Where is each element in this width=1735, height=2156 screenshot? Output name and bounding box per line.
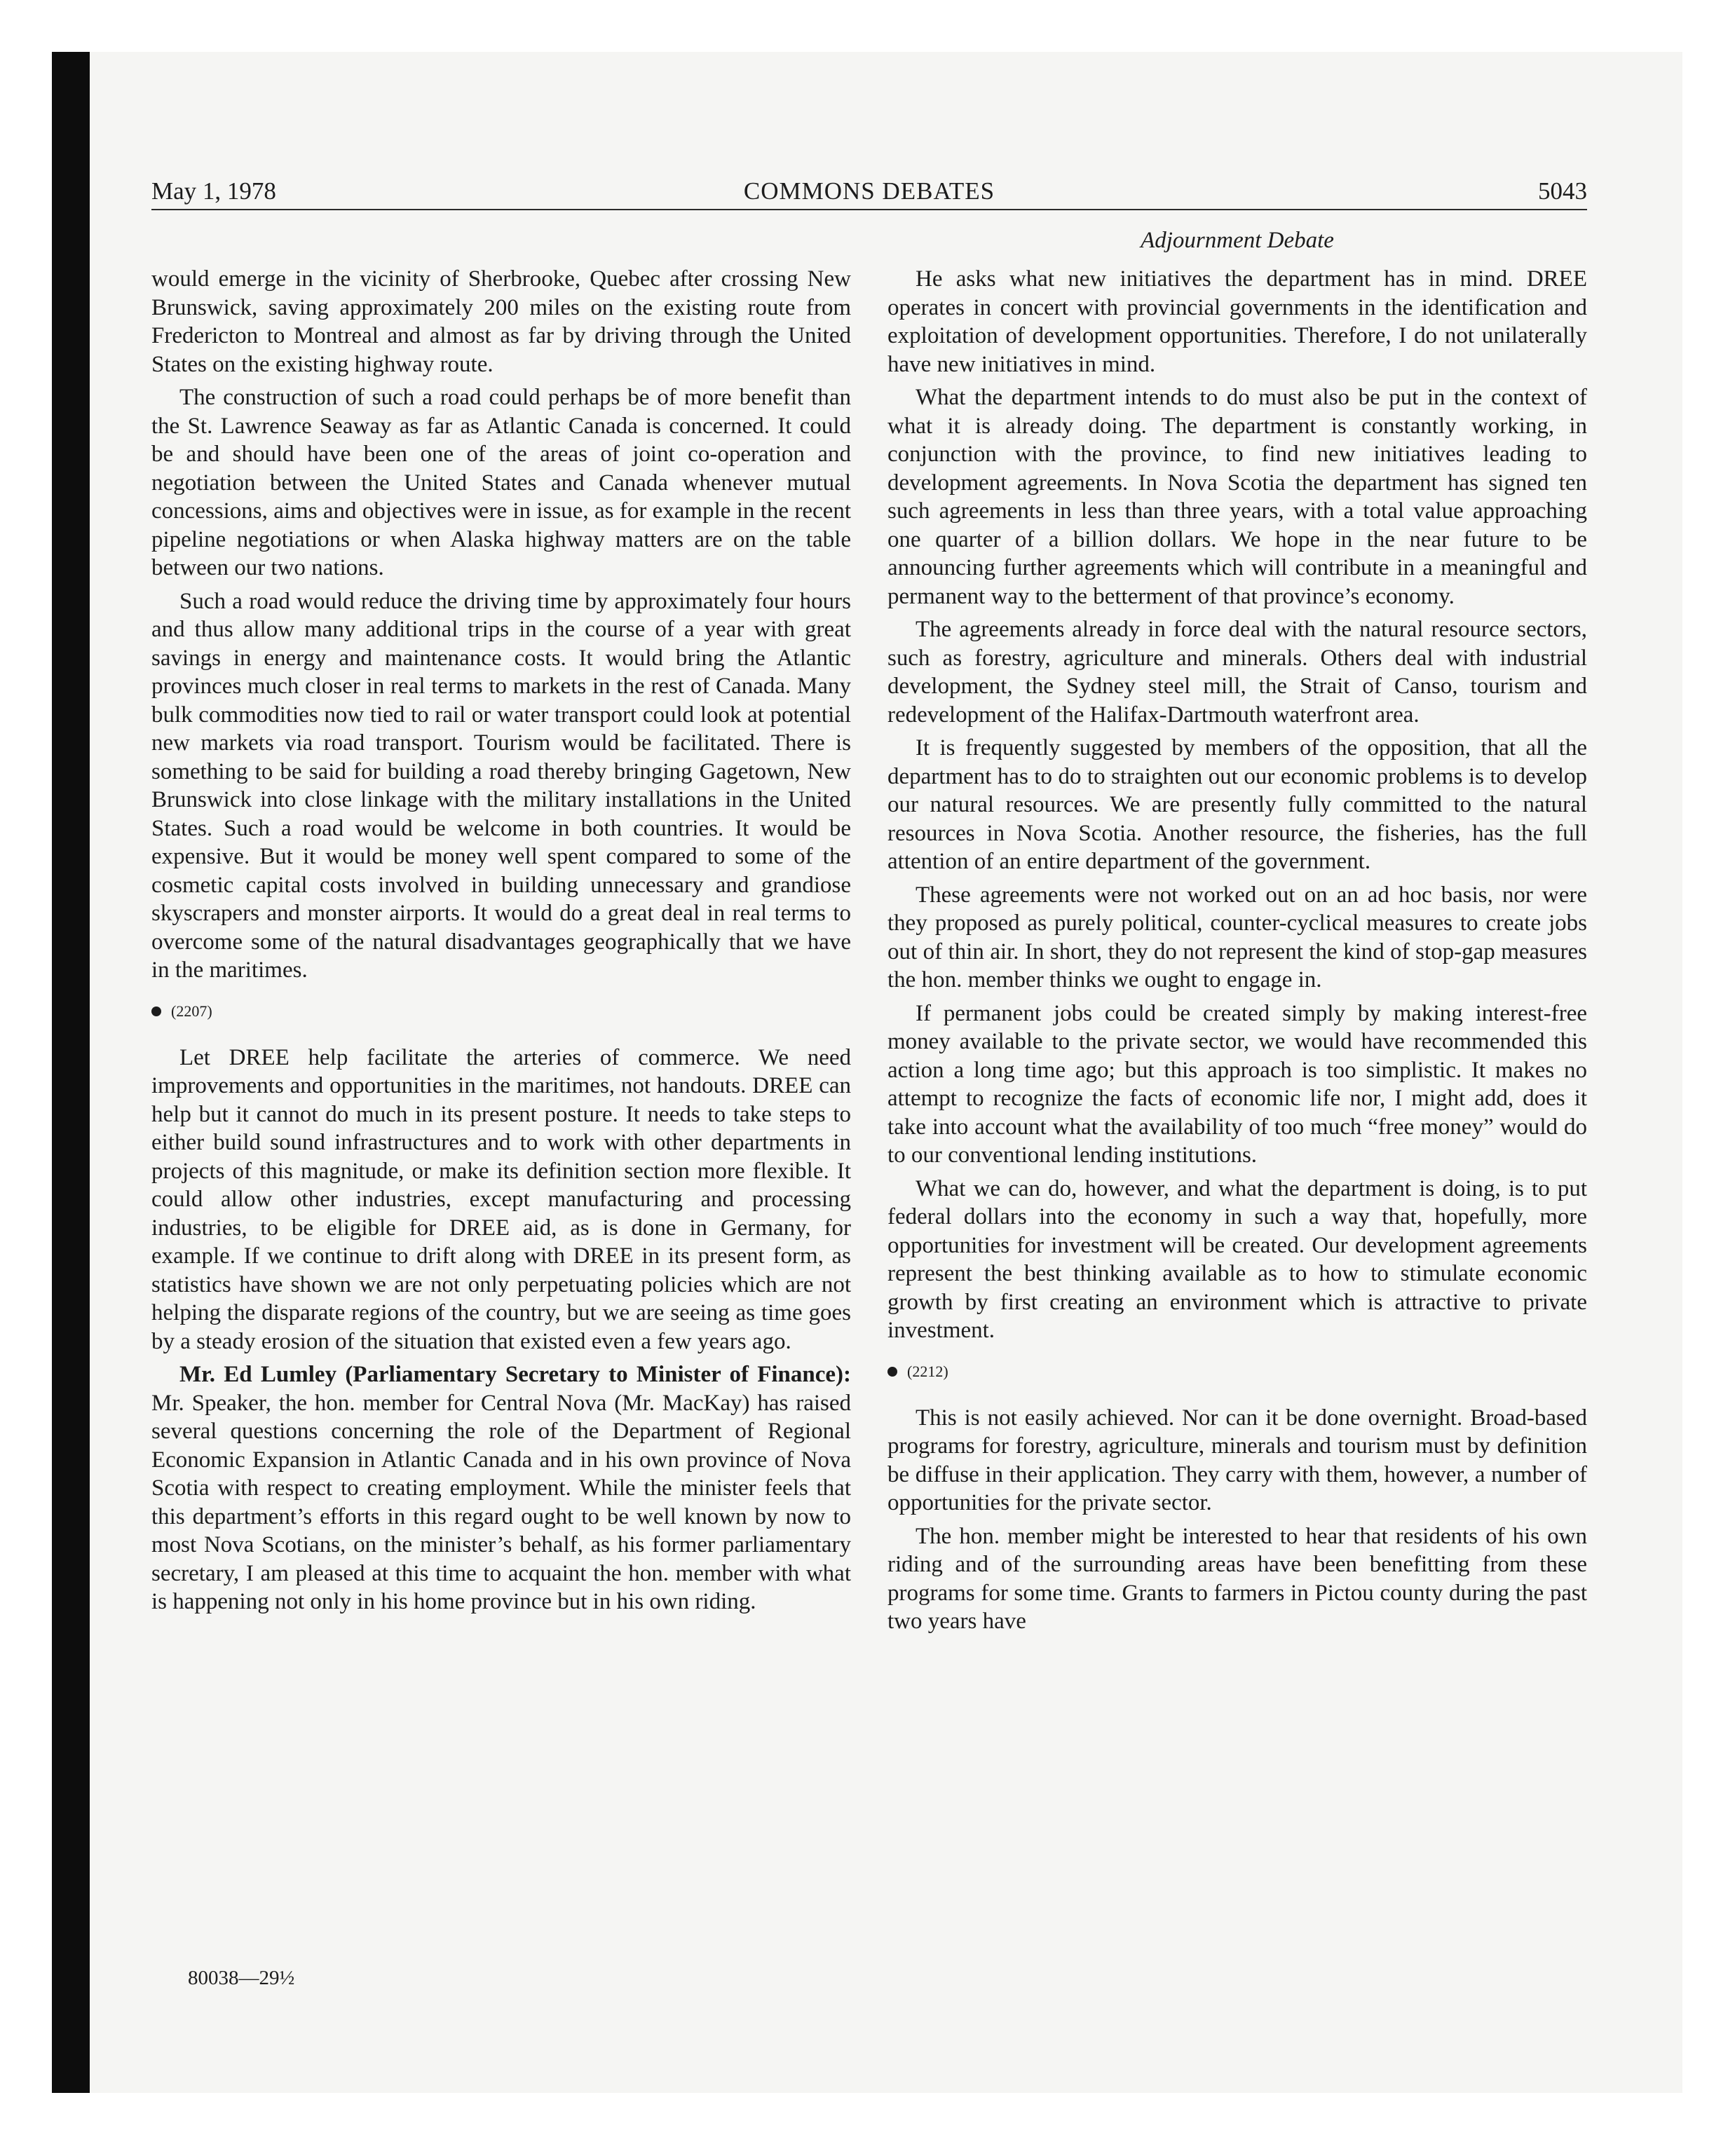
paragraph: This is not easily achieved. Nor can it be done overnight. Broad-based programs for forestry, agriculture, minerals and tourism must by definition be diffuse in their application. They carry with them, however, a number of opportunities for the private sector. bbox=[887, 1405, 1587, 1515]
paragraph: Let DREE help facilitate the arteries of commerce. We need improvements and opportunities in the maritimes, not handouts. DREE can help but it cannot do much in its present posture. It needs to take steps to either build sound infrastructures and to work with other departments in projects of this magnitude, or make its definition section more flexible. It could allow other industries, except manufacturing and processing industries, to be eligible for DREE aid, as is done in Germany, for example. If we continue to drift along with DREE in its present form, as statistics have shown we are not only perpetuating policies which are not helping the disparate regions of the country, but we are seeing as time goes by a steady erosion of the situation that existed even a few years ago. bbox=[151, 1044, 851, 1354]
footer-code: 80038—29½ bbox=[188, 1967, 295, 1989]
timestamp-marker bbox=[151, 997, 851, 1025]
paragraph: What the department intends to do must also be put in the context of what it is already doing. The department is constantly working, in conjunction with the province, to find new initiatives leading to development agreements. In Nova Scotia the department has signed ten such agreements in less than three years, with a total value approaching one quarter of a billion dollars. We hope in the near future to be announcing further agreements which will contribute in a meaningful and permanent way to the betterment of that province’s economy. bbox=[887, 385, 1587, 609]
paragraph: Such a road would reduce the driving time by approximately four hours and thus allow many additional trips in the course of a year with great savings in energy and maintenance costs. It would bring the Atlantic provinces much closer in real terms to markets in the rest of Canada. Many bulk commodities now tied to rail or water transport could look at potential new markets via road transport. Tourism would be facilitated. There is something to be said for building a road thereby bringing Gagetown, New Brunswick into close linkage with the military installations in the United States. Such a road would be welcome in both countries. It would be expensive. But it would be money well spent compared to some of the cosmetic capital costs involved in building unnecessary and grandiose skyscrapers and monster airports. It would do a great deal in real terms to overcome some of the natural disadvantages geographically that we have in the maritimes. bbox=[151, 588, 851, 983]
paragraph: He asks what new initiatives the department has in mind. DREE operates in concert with provincial governments in the identification and exploitation of development opportunities. Therefore, I do not unilaterally have new initiatives in mind. bbox=[887, 266, 1587, 377]
timestamp-marker bbox=[887, 1358, 1587, 1386]
paragraph: The agreements already in force deal with the natural resource sectors, such as forestry, agriculture and minerals. Others deal with industrial development, the Sydney steel mill, the Strait of Canso, tourism and redevelopment of the Halifax-Dartmouth waterfront area. bbox=[887, 617, 1587, 728]
paragraph: The construction of such a road could perhaps be of more benefit than the St. Lawrence Seaway as far as Atlantic Canada is concerned. It could be and should have been one of the areas of joint co-operation and negotiation between the United States and Canada whenever mutual concessions, aims and objectives were in issue, as for example in the recent pipeline negotiations or when Alaska highway matters are on the table between our two nations. bbox=[151, 385, 851, 580]
header-publication: COMMONS DEBATES bbox=[743, 177, 995, 205]
header-page-number: 5043 bbox=[1538, 177, 1587, 205]
scan-border bbox=[52, 52, 90, 2093]
paragraph: What we can do, however, and what the department is doing, is to put federal dollars into the economy in such a way that, hopefully, more opportunities for investment will be created. Our development agreements represent the best thinking available as to how to stimulate economic growth by first creating an environment which is attractive to private investment. bbox=[887, 1175, 1587, 1343]
timestamp-text: (2207) bbox=[171, 1002, 212, 1020]
paragraph: would emerge in the vicinity of Sherbrooke, Quebec after crossing New Brunswick, saving approximately 200 miles on the existing route from Fredericton to Montreal and almost as far by driving through the United States on the existing highway route. bbox=[151, 266, 851, 377]
left-column bbox=[151, 265, 851, 1621]
header-date: May 1, 1978 bbox=[151, 177, 276, 205]
paragraph: It is frequently suggested by members of the opposition, that all the department has to do to straighten out our economic problems is to develop our natural resources. We are presently fully committed to the natural resources in Nova Scotia. Another resource, the fisheries, has the full attention of an entire department of the government. bbox=[887, 735, 1587, 874]
bullet-icon bbox=[887, 1367, 897, 1377]
section-label: Adjournment Debate bbox=[1141, 228, 1334, 253]
speaker-text: Mr. Speaker, the hon. member for Central Nova (Mr. MacKay) has raised several questions concerning the role of the Department of Regional Economic Expansion in Atlantic Canada and in his own province of Nova Scotia with respect to creating employment. While the minister feels that this department’s efforts in this regard ought to be well known by now to most Nova Scotians, on the minister’s behalf, as his former parliamentary secretary, I am pleased at this time to acquaint the hon. member with what is happening not only in his home province but in his own riding. bbox=[151, 1390, 851, 1614]
running-header bbox=[151, 174, 1587, 210]
paragraph: These agreements were not worked out on an ad hoc basis, nor were they proposed as purely political, counter-cyclical measures to create jobs out of thin air. In short, they do not represent the kind of stop-gap measures the hon. member thinks we ought to engage in. bbox=[887, 882, 1587, 992]
timestamp-text: (2212) bbox=[907, 1362, 948, 1380]
speaker-name: Mr. Ed Lumley (Parliamentary Secretary to Minister of Finance): bbox=[179, 1362, 851, 1387]
paragraph: If permanent jobs could be created simply by making interest-free money available to the private sector, we would have recommended this action a long time ago; but this approach is too simplistic. It makes no attempt to recognize the facts of economic life nor, I might add, does it take into account what the availability of too much “free money” would do to our conventional lending institutions. bbox=[887, 1000, 1587, 1168]
speaker-paragraph bbox=[151, 1360, 851, 1616]
right-column bbox=[887, 265, 1587, 1641]
bullet-icon bbox=[151, 1007, 161, 1016]
paragraph: The hon. member might be interested to hear that residents of his own riding and of the surrounding areas have been benefitting from these programs for some time. Grants to farmers in Pictou county during the past two years have bbox=[887, 1523, 1587, 1634]
